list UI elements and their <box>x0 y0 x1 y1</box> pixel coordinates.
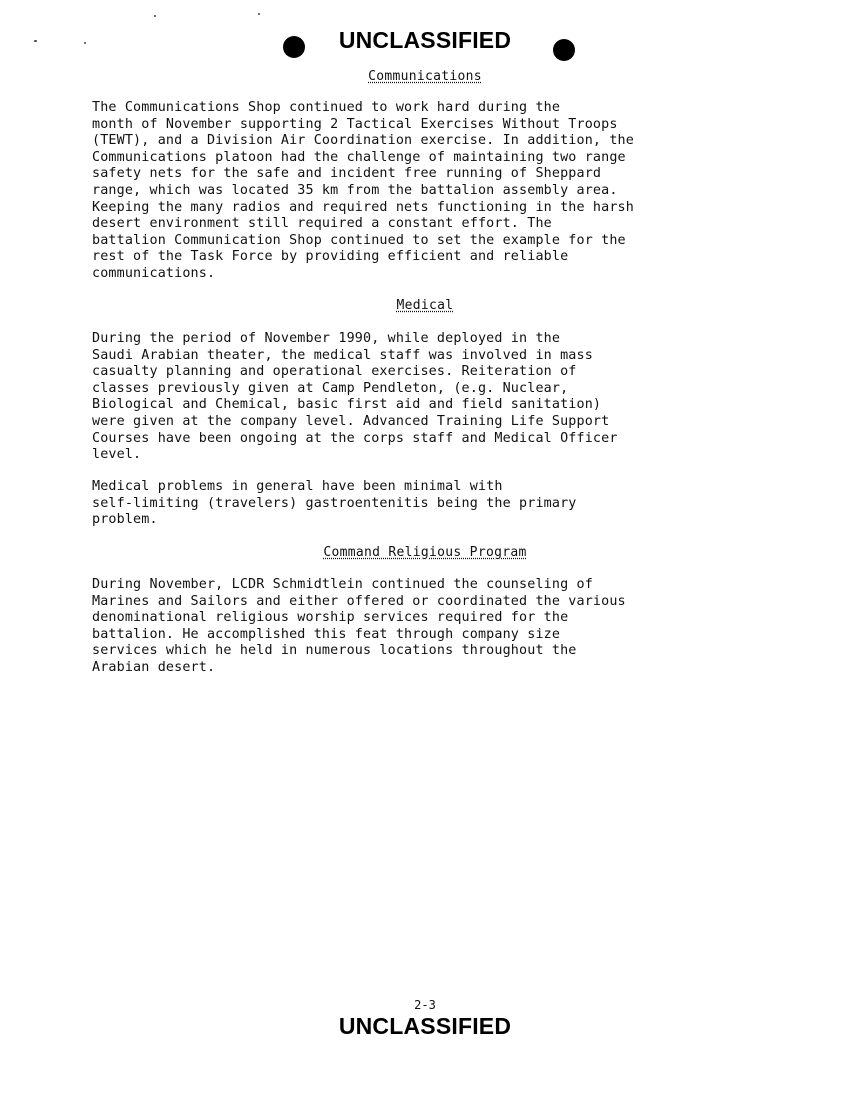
religious-program-heading: Command Religious Program <box>323 545 527 560</box>
communications-heading: Communications <box>368 69 482 84</box>
classification-marking-top: UNCLASSIFIED <box>338 27 512 53</box>
scan-speck <box>258 13 260 15</box>
scan-speck <box>154 15 156 17</box>
classification-bullet-right <box>553 39 575 61</box>
medical-heading: Medical <box>396 298 454 313</box>
religious-program-paragraph: During November, LCDR Schmidtlein continued the counseling of Marines and Sailors and either offered or coordinated the various denominational religious worship services required for the battalion. He accomplished this feat through company size services which he held in numerous locations throughout the Arabian desert. <box>92 577 626 675</box>
medical-paragraph-2: Medical problems in general have been minimal with self-limiting (travelers) gastroentenitis being the primary problem. <box>92 479 577 528</box>
page-number: 2-3 <box>414 998 436 1012</box>
classification-marking-bottom: UNCLASSIFIED <box>338 1013 512 1039</box>
communications-paragraph: The Communications Shop continued to work hard during the month of November supporting 2 Tactical Exercises Without Troops (TEWT), and a Division Air Coordination exercise. In addition, the Communications platoon had the challenge of maintaining two range safety nets for the safe and incident free running of Sheppard range, which was located 35 km from the battalion assembly area. Keeping the many radios and required nets functioning in the harsh desert environment still required a constant effort. The battalion Communication Shop continued to set the example for the rest of the Task Force by providing efficient and reliable communications. <box>92 100 634 281</box>
medical-paragraph-1: During the period of November 1990, while deployed in the Saudi Arabian theater, the medical staff was involved in mass casualty planning and operational exercises. Reiteration of classes previously given at Camp Pendleton, (e.g. Nuclear, Biological and Chemical, basic first aid and field sanitation) were given at the company level. Advanced Training Life Support Courses have been ongoing at the corps staff and Medical Officer level. <box>92 331 618 463</box>
